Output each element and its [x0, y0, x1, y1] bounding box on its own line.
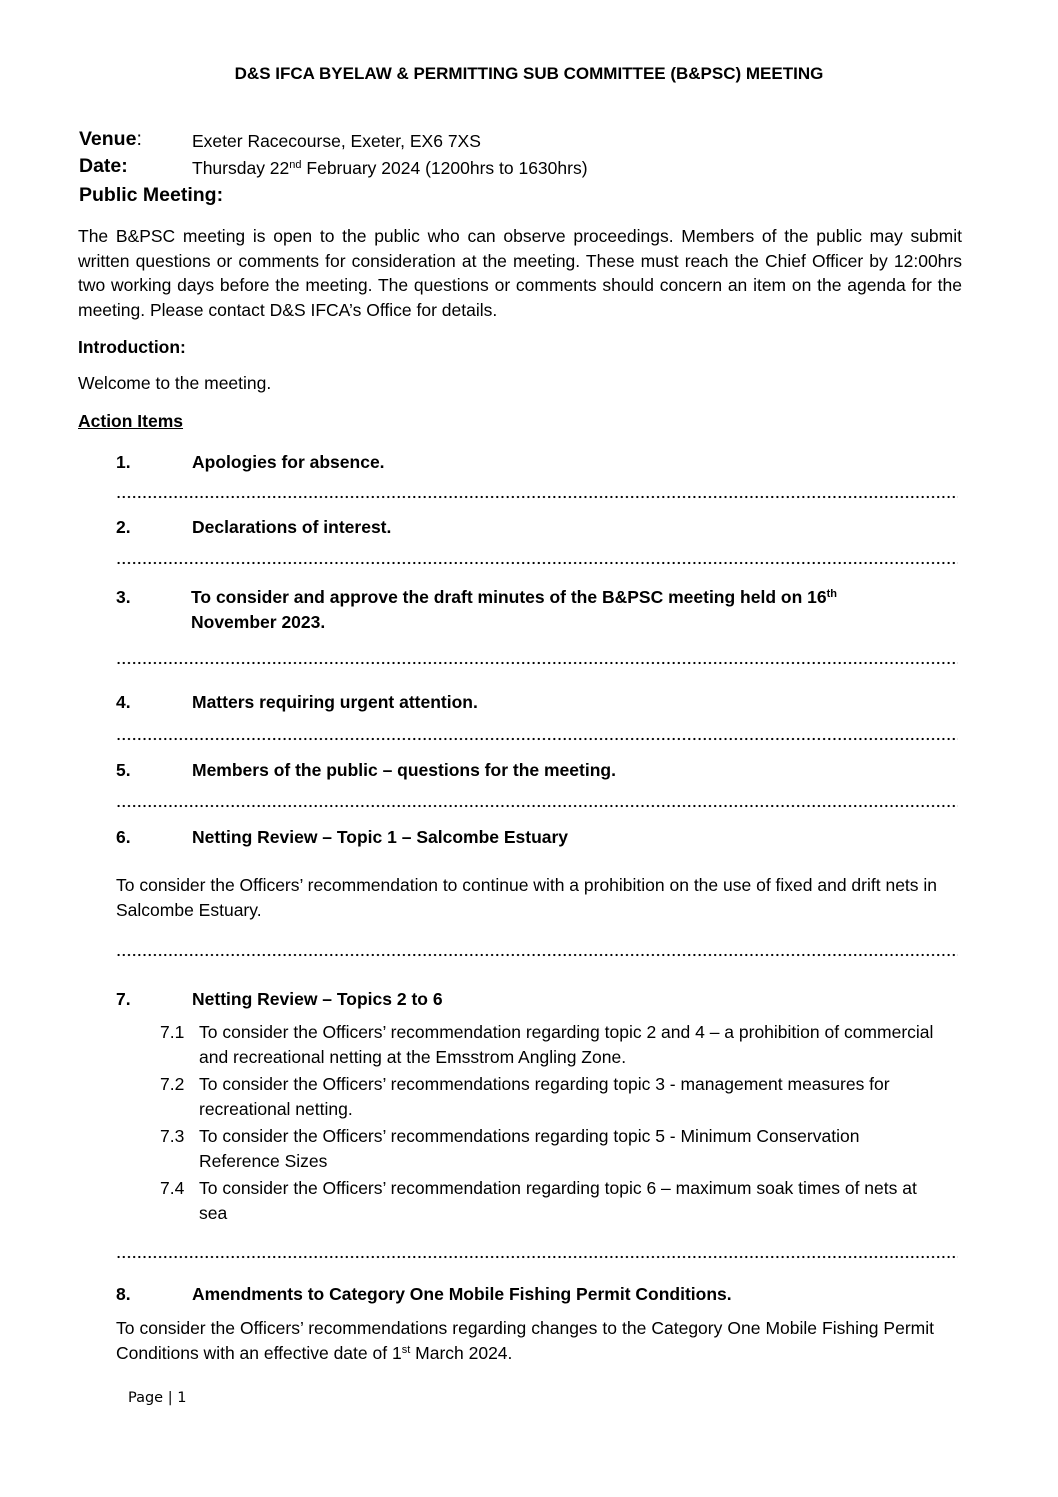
item-5-title: Members of the public – questions for the meeting. — [192, 760, 616, 780]
item-3-title-line1 — [191, 587, 837, 608]
item-2-separator — [116, 560, 958, 566]
date-label: Date: — [79, 155, 128, 177]
introduction-heading: Introduction: — [78, 337, 186, 357]
venue-value: Exeter Racecourse, Exeter, EX6 7XS — [192, 131, 481, 151]
item-7-number: 7. — [116, 989, 131, 1009]
item-8-title: Amendments to Category One Mobile Fishing Permit Conditions. — [192, 1284, 732, 1304]
public-meeting-body: The B&PSC meeting is open to the public who can observe proceedings. Members of the public may submit written questions or comments for consideration at the meeting. These must reach the Chief Officer by 12:00hrs two working days before the meeting. The questions or comments should concern an item on the agenda for the meeting. Please contact D&S IFCA’s Office for details. — [78, 226, 962, 320]
subitem-7-4-number: 7.4 — [160, 1178, 185, 1198]
subitem-7-4-text: To consider the Officers’ recommendation regarding topic 6 – maximum soak times of nets at sea — [199, 1178, 917, 1223]
item-6-number: 6. — [116, 827, 131, 847]
date-value — [192, 158, 588, 179]
item-5-number: 5. — [116, 760, 131, 780]
item-8-body-sup: st — [401, 1343, 411, 1356]
item-3-number: 3. — [116, 587, 131, 607]
subitem-7-3-number: 7.3 — [160, 1126, 185, 1146]
subitem-7-1-number: 7.1 — [160, 1022, 185, 1042]
page-number: Page | 1 — [128, 1390, 187, 1406]
action-items-heading: Action Items — [78, 411, 184, 431]
item-8-body-post: March 2024. — [410, 1342, 513, 1363]
venue-colon: : — [136, 128, 142, 150]
subitem-7-2-text: To consider the Officers’ recommendations regarding topic 3 - management measures for recreational netting. — [199, 1074, 890, 1119]
item-8-body — [116, 1316, 934, 1365]
item-4-title: Matters requiring urgent attention. — [192, 692, 478, 712]
date-value-pre: Thursday 22 — [192, 158, 290, 178]
date-value-sup: nd — [289, 159, 302, 171]
item-4-separator — [116, 736, 958, 742]
item-3-title-line2: November 2023. — [191, 612, 326, 632]
venue-label: Venue — [79, 128, 137, 150]
item-1-title: Apologies for absence. — [192, 452, 385, 472]
item-6-title: Netting Review – Topic 1 – Salcombe Estuary — [192, 827, 569, 847]
item-2-title: Declarations of interest. — [192, 517, 392, 537]
document-title: D&S IFCA BYELAW & PERMITTING SUB COMMITTEE (B&PSC) MEETING — [234, 64, 824, 83]
subitem-7-3-text: To consider the Officers’ recommendations regarding topic 5 - Minimum Conservation Reference Sizes — [199, 1126, 860, 1171]
item-1-separator — [116, 494, 958, 500]
item-3-title-sup: th — [826, 588, 837, 600]
item-2-number: 2. — [116, 517, 131, 537]
item-1-number: 1. — [116, 452, 131, 472]
subitem-7-1-text: To consider the Officers’ recommendation regarding topic 2 and 4 – a prohibition of commercial and recreational netting at the Emsstrom Angling Zone. — [199, 1022, 934, 1067]
subitem-7-2-number: 7.2 — [160, 1074, 185, 1094]
item-7-title: Netting Review – Topics 2 to 6 — [192, 989, 443, 1009]
item-8-body-pre: To consider the Officers’ recommendations regarding changes to the Category One Mobile Fishing Permit Conditions with an effective date of 1 — [116, 1318, 934, 1363]
introduction-body: Welcome to the meeting. — [78, 373, 272, 393]
item-6-body: To consider the Officers’ recommendation to continue with a prohibition on the use of fixed and drift nets in Salcombe Estuary. — [116, 875, 938, 920]
item-3-separator — [116, 660, 958, 666]
public-meeting-heading: Public Meeting: — [79, 184, 224, 206]
item-8-number: 8. — [116, 1284, 131, 1304]
item-6-separator — [116, 952, 958, 958]
date-value-post: February 2024 (1200hrs to 1630hrs) — [301, 158, 588, 178]
item-7-separator — [116, 1254, 958, 1260]
item-4-number: 4. — [116, 692, 131, 712]
venue-label-row — [79, 128, 142, 151]
item-5-separator — [116, 803, 958, 809]
item-3-title-pre: To consider and approve the draft minutes of the B&PSC meeting held on 16 — [191, 587, 827, 607]
